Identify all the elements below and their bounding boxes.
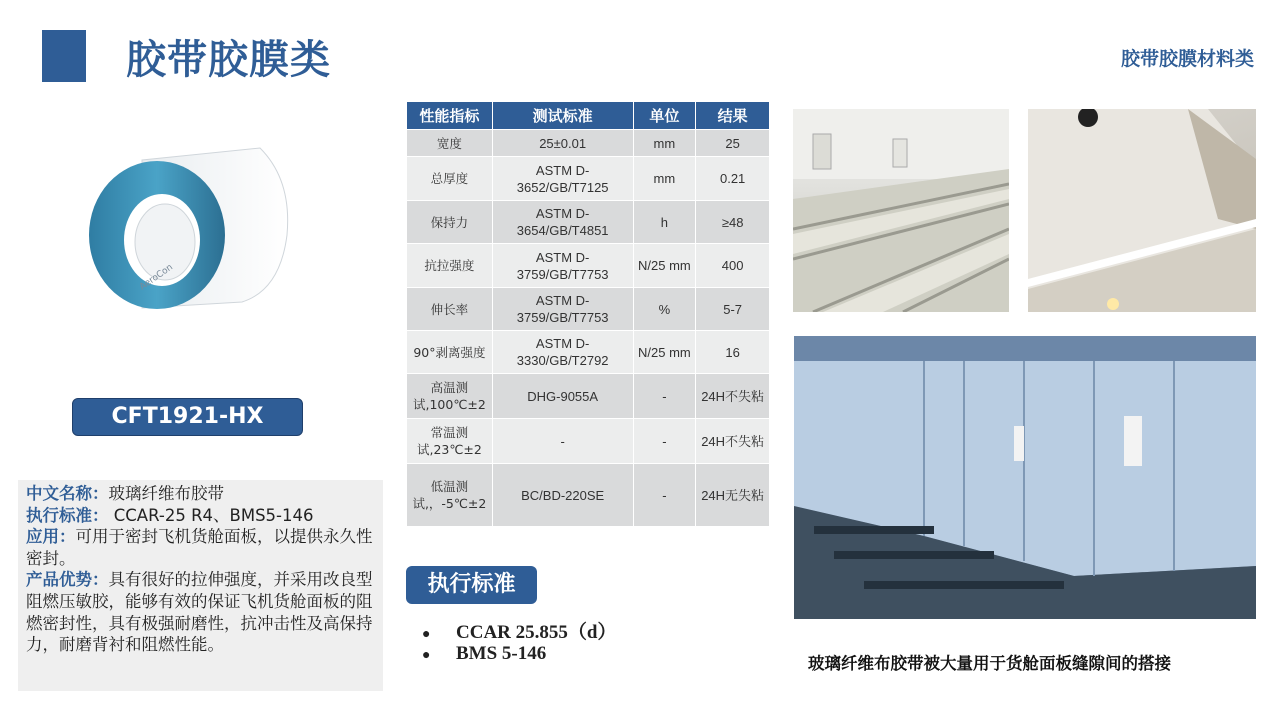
- table-cell: 16: [696, 331, 770, 374]
- table-row: [407, 244, 770, 288]
- execution-standard-list: [422, 617, 616, 669]
- header-property: 性能指标: [407, 102, 493, 130]
- standard-item-text: BMS 5-146: [456, 643, 547, 664]
- cargo-hold-photo-1: [793, 109, 1009, 312]
- table-cell: 24H无失粘: [696, 464, 770, 527]
- table-row: [407, 157, 770, 201]
- header-test-standard: 测试标准: [492, 102, 633, 130]
- header-unit: 单位: [633, 102, 696, 130]
- photo-caption: 玻璃纤维布胶带被大量用于货舱面板缝隙间的搭接: [808, 654, 1171, 673]
- list-item: [422, 643, 616, 669]
- cargo-hold-photo-2: [1028, 109, 1256, 312]
- execution-standard-badge: 执行标准: [406, 566, 537, 604]
- table-cell: 5-7: [696, 288, 770, 331]
- table-cell: 0.21: [696, 157, 770, 201]
- title-accent-block: [42, 30, 86, 82]
- table-row: [407, 288, 770, 331]
- standard-item-text: CCAR 25.855（d）: [456, 622, 617, 643]
- product-name-badge: CFT1921-HX: [72, 398, 303, 436]
- table-cell: 高温测试,100℃±2: [407, 374, 493, 419]
- table-cell: N/25 mm: [633, 244, 696, 288]
- table-cell: mm: [633, 130, 696, 157]
- info-application-row: [26, 526, 375, 569]
- table-cell: mm: [633, 157, 696, 201]
- info-name-label: 中文名称：: [26, 484, 109, 503]
- product-info-box: [18, 480, 383, 691]
- tape-roll-image: [82, 140, 302, 315]
- info-advantage-value: 具有很好的拉伸强度，并采用改良型阻燃压敏胶，能够有效的保证飞机货舱面板的阻燃密封性，具有极强耐磨性，抗冲击性及高保持力，耐磨背衬和阻燃性能。: [26, 570, 373, 655]
- table-cell: 低温测试,，-5℃±2: [407, 464, 493, 527]
- info-advantage-row: [26, 569, 375, 655]
- cargo-hold-photo-3: [794, 336, 1256, 619]
- table-row: [407, 201, 770, 244]
- table-row: [407, 464, 770, 527]
- list-item: [422, 617, 616, 643]
- table-cell: BC/BD-220SE: [492, 464, 633, 527]
- table-cell: -: [633, 374, 696, 419]
- bullet-icon: ●: [422, 627, 431, 642]
- table-cell: 总厚度: [407, 157, 493, 201]
- table-cell: h: [633, 201, 696, 244]
- table-cell: ASTM D-3330/GB/T2792: [492, 331, 633, 374]
- table-cell: ASTM D-3654/GB/T4851: [492, 201, 633, 244]
- table-cell: %: [633, 288, 696, 331]
- table-cell: ASTM D-3759/GB/T7753: [492, 244, 633, 288]
- table-cell: 宽度: [407, 130, 493, 157]
- spec-table-header: [407, 102, 770, 130]
- table-cell: -: [492, 419, 633, 464]
- info-name-row: [26, 483, 375, 505]
- table-cell: -: [633, 464, 696, 527]
- table-cell: 24H不失粘: [696, 374, 770, 419]
- table-row: [407, 130, 770, 157]
- info-name-value: 玻璃纤维布胶带: [108, 484, 224, 503]
- header-result: 结果: [696, 102, 770, 130]
- info-advantage-label: 产品优势：: [26, 570, 109, 590]
- table-cell: 90°剥离强度: [407, 331, 493, 374]
- table-cell: N/25 mm: [633, 331, 696, 374]
- table-cell: 24H不失粘: [696, 419, 770, 464]
- table-cell: DHG-9055A: [492, 374, 633, 419]
- table-row: [407, 419, 770, 464]
- page-title: 胶带胶膜类: [126, 37, 331, 83]
- bullet-icon: ●: [422, 648, 431, 663]
- info-application-label: 应用：: [26, 527, 76, 547]
- table-cell: ASTM D-3759/GB/T7753: [492, 288, 633, 331]
- table-cell: ASTM D-3652/GB/T7125: [492, 157, 633, 201]
- table-cell: 400: [696, 244, 770, 288]
- table-cell: 保持力: [407, 201, 493, 244]
- category-label: 胶带胶膜材料类: [1120, 48, 1254, 70]
- info-standard-label: 执行标准：: [26, 505, 109, 525]
- table-cell: ≥48: [696, 201, 770, 244]
- table-row: [407, 331, 770, 374]
- table-row: [407, 374, 770, 419]
- table-cell: 25±0.01: [492, 130, 633, 157]
- tape-brand-text: AeroCon: [137, 262, 175, 293]
- info-standard-row: [26, 505, 375, 527]
- table-cell: 伸长率: [407, 288, 493, 331]
- info-standard-value: CCAR-25 R4、BMS5-146: [108, 505, 314, 525]
- info-application-value: 可用于密封飞机货舱面板，以提供永久性密封。: [26, 527, 373, 568]
- table-cell: 25: [696, 130, 770, 157]
- spec-table: [406, 101, 770, 527]
- table-cell: -: [633, 419, 696, 464]
- table-cell: 常温测试,23℃±2: [407, 419, 493, 464]
- table-cell: 抗拉强度: [407, 244, 493, 288]
